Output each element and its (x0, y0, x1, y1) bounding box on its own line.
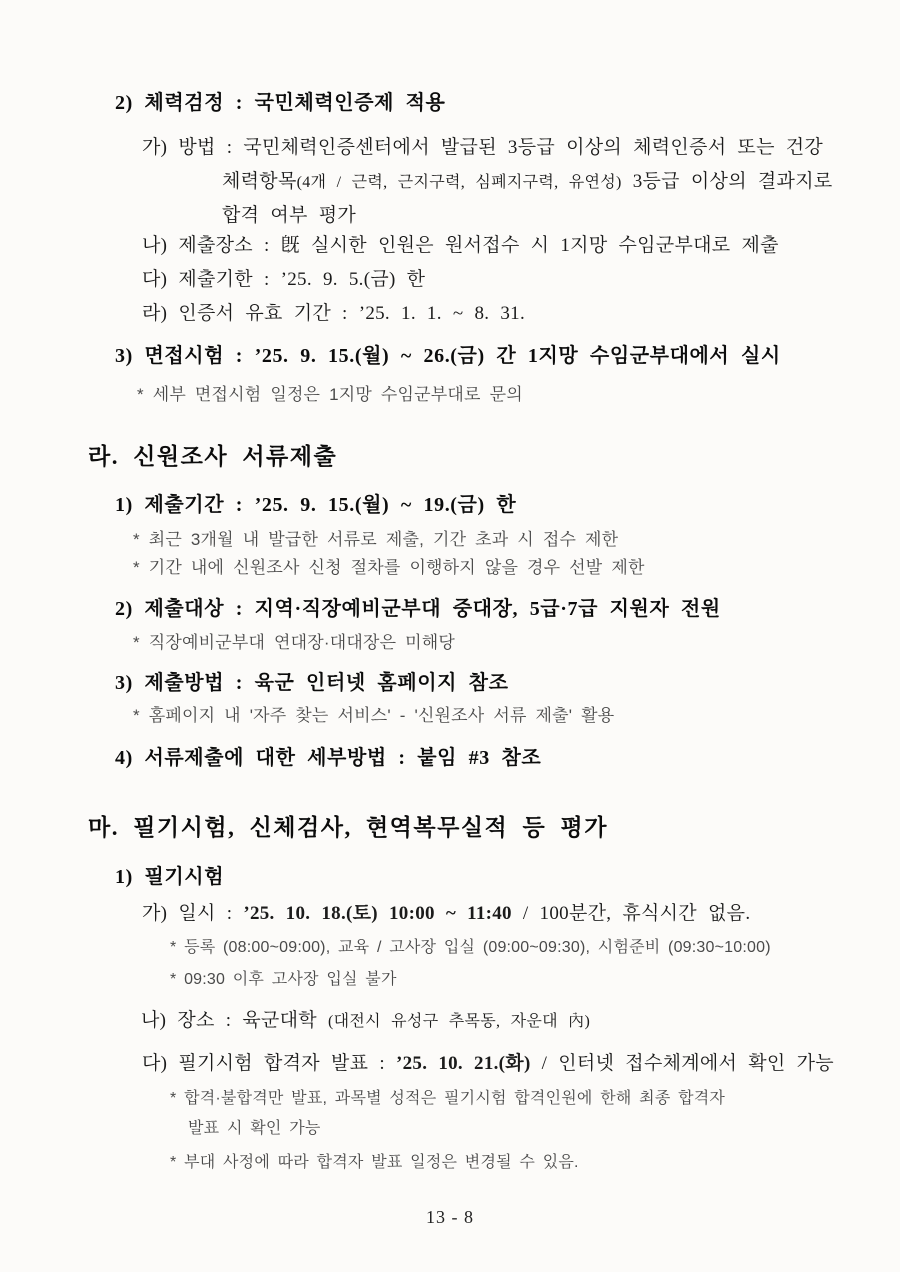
physical-method-line2 (222, 170, 833, 194)
background-check-heading: 라. 신원조사 서류제출 (88, 444, 338, 469)
bgcheck-target: 2) 제출대상 : 지역·직장예비군부대 중대장, 5급·7급 지원자 전원 (115, 598, 721, 620)
physical-method-line1: 가) 방법 : 국민체력인증센터에서 발급된 3등급 이상의 체력인증서 또는 건강 (142, 137, 824, 158)
exam-result-label: 다) 필기시험 합격자 발표 : (142, 1053, 396, 1074)
exam-result-note1-line2: 발표 시 확인 가능 (188, 1120, 321, 1137)
physical-method-line3: 합격 여부 평가 (222, 205, 357, 226)
written-exam-date (142, 902, 750, 926)
bgcheck-period-note2: * 기간 내에 신원조사 신청 절차를 이행하지 않을 경우 선발 제한 (133, 558, 645, 577)
bgcheck-method: 3) 제출방법 : 육군 인터넷 홈페이지 참조 (115, 672, 509, 694)
bgcheck-period: 1) 제출기간 : ’25. 9. 15.(월) ~ 19.(금) 한 (115, 494, 517, 516)
exam-result-note2: * 부대 사정에 따라 합격자 발표 일정은 변경될 수 있음. (170, 1154, 579, 1171)
physical-submit-deadline: 다) 제출기한 : ’25. 9. 5.(금) 한 (142, 269, 426, 290)
bgcheck-target-note: * 직장예비군부대 연대장·대대장은 미해당 (133, 633, 456, 652)
exam-date-tail: / 100분간, 휴식시간 없음. (511, 903, 751, 924)
exam-result-note1-line1: * 합격·불합격만 발표, 과목별 성적은 필기시험 합격인원에 한해 최종 합격자 (170, 1090, 726, 1107)
exam-schedule-note1: * 등록 (08:00~09:00), 교육 / 고사장 입실 (09:00~09:30), 시험준비 (09:30~10:00) (170, 939, 771, 956)
written-exam-heading: 1) 필기시험 (115, 866, 225, 888)
exam-date-value: ’25. 10. 18.(토) 10:00 ~ 11:40 (243, 903, 512, 924)
bgcheck-detail: 4) 서류제출에 대한 세부방법 : 붙임 #3 참조 (115, 747, 542, 769)
method-line2-paren: (4개 / 근력, 근지구력, 심폐지구력, 유연성) (296, 174, 622, 191)
exam-result-date: ’25. 10. 21.(화) (396, 1053, 531, 1074)
bgcheck-method-note: * 홈페이지 내 '자주 찾는 서비스' - '신원조사 서류 제출' 활용 (133, 706, 615, 725)
physical-submit-place: 나) 제출장소 : 旣 실시한 인원은 원서접수 시 1지망 수임군부대로 제출 (142, 235, 779, 256)
exam-place-paren: (대전시 유성구 추목동, 자운대 內) (327, 1013, 591, 1030)
page-number: 13 - 8 (426, 1207, 474, 1227)
exam-schedule-note2: * 09:30 이후 고사장 입실 불가 (170, 971, 397, 988)
physical-cert-validity: 라) 인증서 유효 기간 : ’25. 1. 1. ~ 8. 31. (142, 303, 525, 324)
interview-note: * 세부 면접시험 일정은 1지망 수임군부대로 문의 (137, 385, 523, 404)
method-line2-tail: 3등급 이상의 결과지로 (621, 171, 833, 192)
evaluation-heading: 마. 필기시험, 신체검사, 현역복무실적 등 평가 (88, 815, 608, 840)
method-line2-text: 체력항목 (222, 171, 297, 192)
interview-heading: 3) 면접시험 : ’25. 9. 15.(월) ~ 26.(금) 간 1지망 수임군부대에서 실시 (115, 345, 781, 367)
written-exam-place (141, 1009, 590, 1033)
physical-test-heading: 2) 체력검정 : 국민체력인증제 적용 (115, 92, 446, 114)
exam-date-label: 가) 일시 : (142, 903, 244, 924)
written-exam-result (142, 1052, 834, 1076)
exam-result-tail: / 인터넷 접수체계에서 확인 가능 (530, 1053, 834, 1074)
bgcheck-period-note1: * 최근 3개월 내 발급한 서류로 제출, 기간 초과 시 접수 제한 (133, 530, 619, 549)
exam-place-label: 나) 장소 : 육군대학 (141, 1010, 328, 1031)
